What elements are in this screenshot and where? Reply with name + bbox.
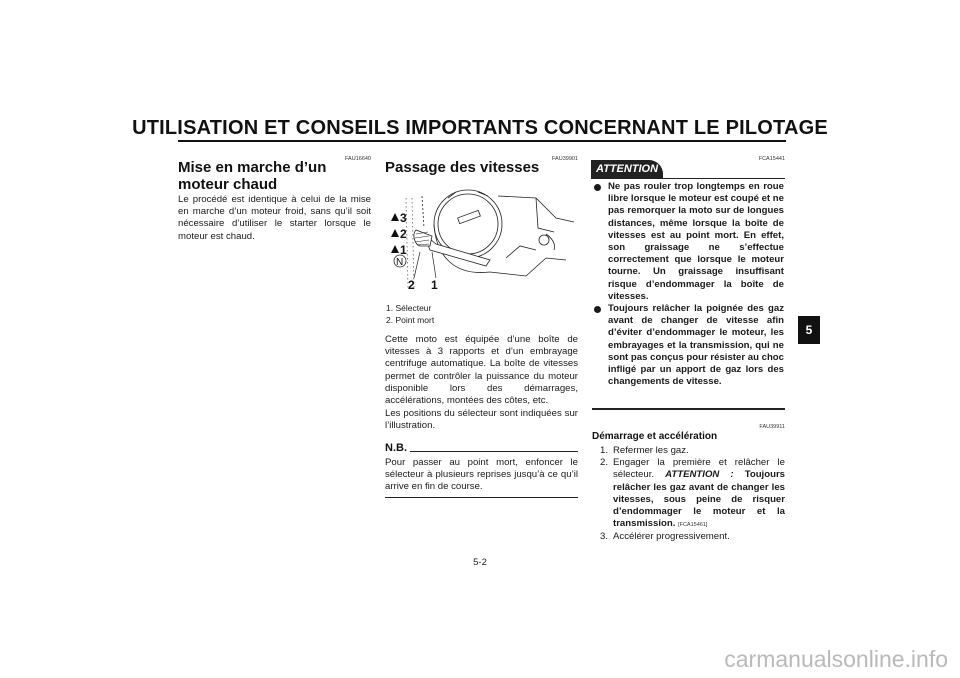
bullet-icon: [594, 306, 601, 313]
gear-label-2: 2: [400, 227, 407, 241]
section-title-gear-shifting: Passage des vitesses: [385, 159, 540, 176]
inline-code: [FCA15461]: [678, 522, 708, 529]
gear-label-neutral: N: [396, 257, 404, 268]
attention-item: [594, 303, 784, 388]
attention-list: [594, 181, 784, 388]
page-header-title: UTILISATION ET CONSEILS IMPORTANTS CONCERNANT LE PILOTAGE: [132, 117, 828, 139]
bullet-icon: [594, 184, 601, 191]
gear-shift-illustration: [386, 188, 578, 296]
attention-rule-bottom: [592, 408, 785, 410]
step-item: [592, 457, 785, 531]
page-number: 5-2: [473, 557, 487, 568]
shift-up-arrow: [391, 213, 399, 221]
caption-item: 1. Sélecteur: [386, 303, 432, 313]
section-code: FAU16640: [345, 156, 371, 162]
gear-shifting-para2: Les positions du sélecteur sont indiquées sur l’illustration.: [385, 408, 578, 432]
nb-rule-bottom: [385, 497, 578, 498]
attention-item-text: Ne pas rouler trop longtemps en roue libre lorsque le moteur est coupé et ne pas remorquer la moto sur de longues distances, même lorsque la boîte de vitesses est au point mort. En effet, son graissage ne s’effectue correctement que lorsque le moteur tourne. Un graissage insuffisant risque d’endommager la boîte de vitesses.: [608, 181, 784, 302]
step-number: 3.: [600, 531, 609, 543]
chapter-tab[interactable]: 5: [798, 316, 820, 344]
nb-rule-top: [410, 451, 578, 452]
callout-2: 2: [408, 278, 415, 292]
gear-label-1: 1: [400, 243, 407, 257]
gear-shift-drawing: [386, 188, 578, 296]
step-item: [592, 531, 785, 543]
attention-code: FCA15441: [758, 156, 785, 162]
callout-1: 1: [431, 278, 438, 292]
gear-label-3: 3: [400, 211, 407, 225]
section-code: FAU39911: [759, 424, 785, 430]
section-title-warm-start: Mise en marche d’un moteur chaud: [178, 159, 327, 193]
inline-attention-text: Toujours relâcher les gaz avant de changer les vitesses, sous peine de risquer d’endommager le moteur et la transmission.: [613, 469, 786, 530]
gear-shifting-para1: Cette moto est équipée d’une boîte de vitesses à 3 rapports et d’un embrayage centrifuge automatique. La boîte de vitesses permet de contrôler la puissance du moteur disponible lors des démarrages, accélérations, montées des côtes, etc.: [385, 334, 578, 407]
caption-item: 2. Point mort: [386, 315, 435, 325]
watermark: carmanualsonline.info: [724, 646, 948, 672]
attention-item-text: Toujours relâcher la poignée des gaz avant de changer de vitesse afin d’éviter d’endommager le moteur, les embrayages et la transmission, qui ne sont pas conçus pour résister au choc infligé par un apport de gaz lors des changements de vitesse.: [608, 303, 784, 388]
nb-text: Pour passer au point mort, enfoncer le sélecteur à plusieurs reprises jusqu’à ce qu’il arrive en fin de course.: [385, 457, 578, 493]
illustration-captions: [386, 302, 578, 326]
shift-up-arrow: [391, 229, 399, 237]
step-text: Refermer les gaz.: [613, 445, 689, 456]
header-rule: [178, 140, 786, 142]
section-title-start-accelerate: Démarrage et accélération: [592, 431, 718, 442]
step-text: Accélérer progressivement.: [613, 531, 730, 543]
warm-start-body: Le procédé est identique à celui de la mise en marche d’un moteur froid, sans qu’il soit nécessaire d’utiliser le starter lorsque le moteur est chaud.: [178, 194, 371, 242]
nb-label: N.B.: [385, 442, 407, 454]
step-number: 1.: [600, 445, 609, 456]
attention-item: [594, 181, 784, 303]
inline-attention-label: ATTENTION :: [665, 469, 734, 481]
step-number: 2.: [600, 457, 609, 469]
step-item: [592, 445, 785, 457]
step-text: Engager la première et relâcher le sélecteur.: [613, 457, 785, 481]
start-steps: [592, 445, 785, 544]
shift-up-arrow: [391, 245, 399, 253]
section-code: FAU39901: [552, 156, 578, 162]
attention-label: ATTENTION: [595, 163, 659, 175]
attention-rule-top: [663, 178, 785, 179]
